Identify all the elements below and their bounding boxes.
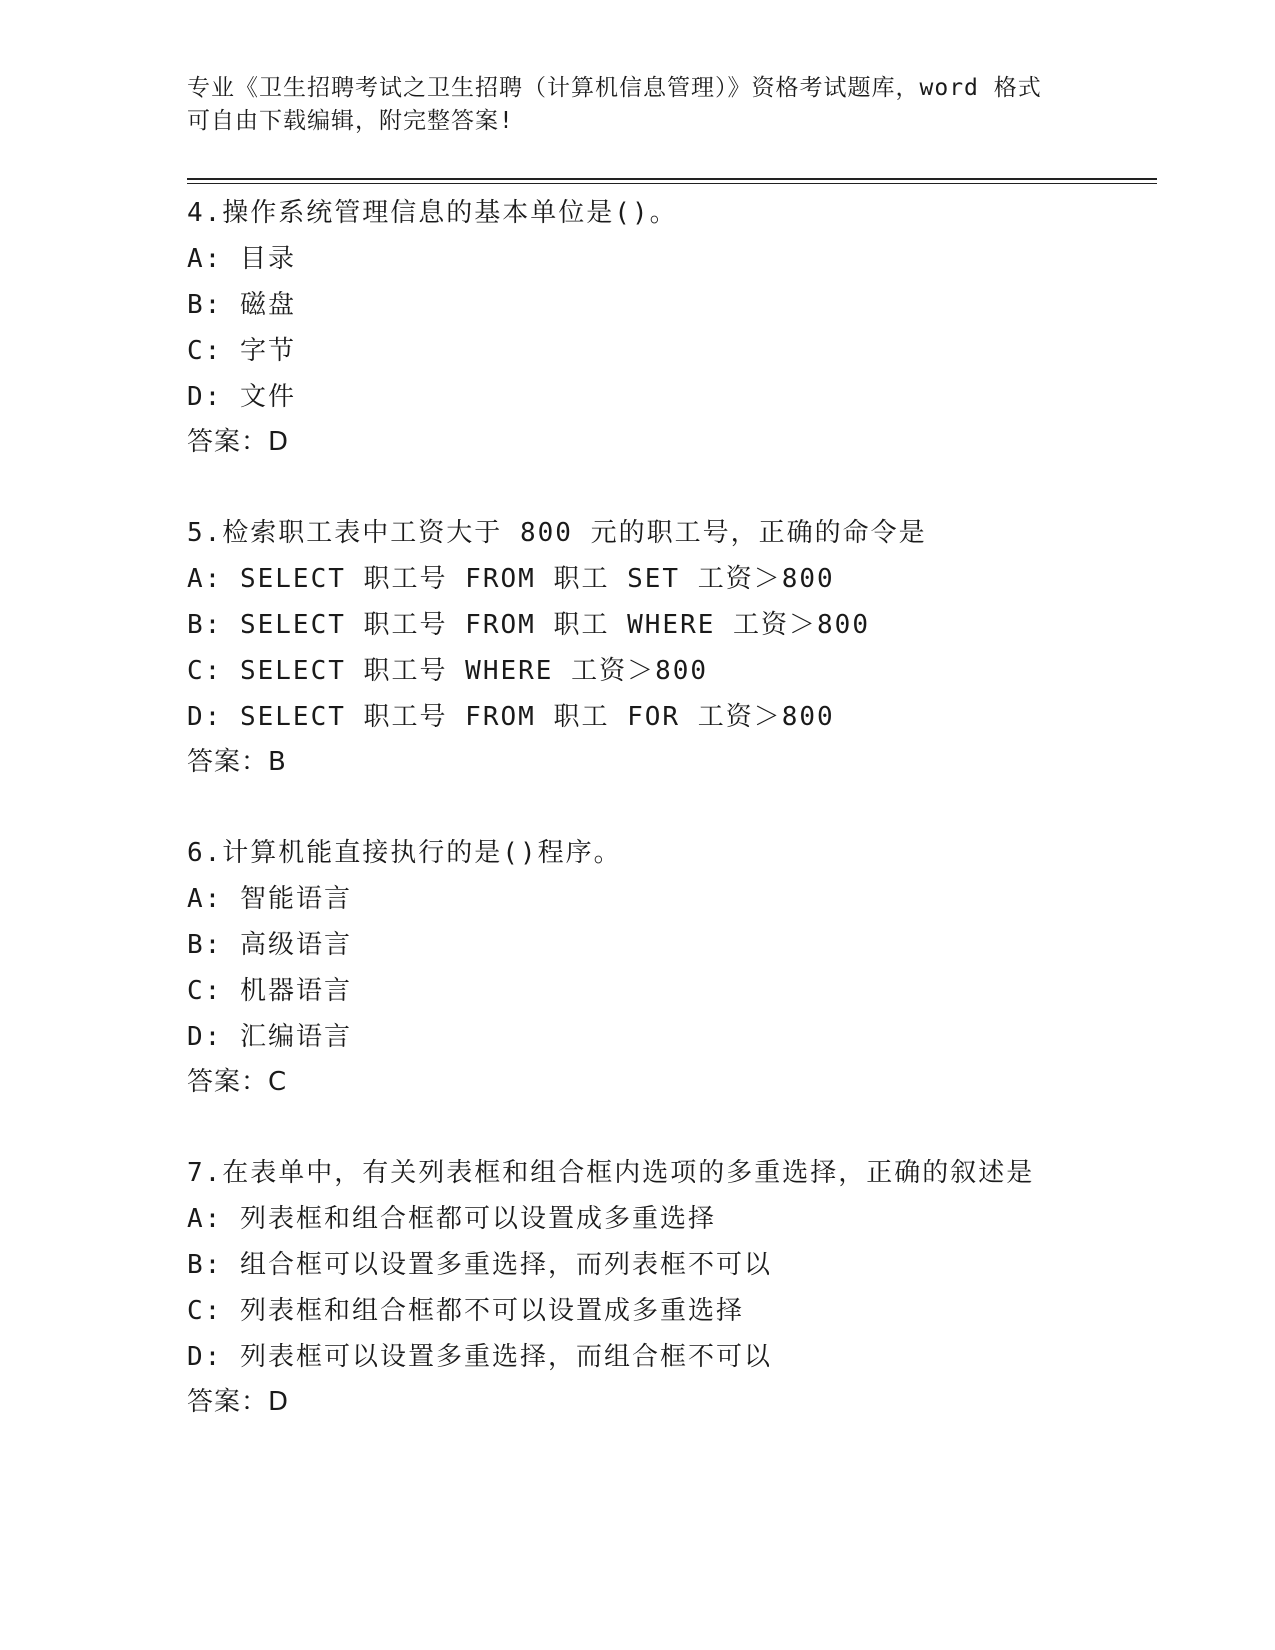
option-b: B: SELECT 职工号 FROM 职工 WHERE 工资＞800 [187,610,870,640]
answer-label: 答案：B [187,747,287,777]
question-stem: 4.操作系统管理信息的基本单位是()。 [187,198,678,228]
header-divider-thin [187,183,1157,184]
question-5 [187,510,1157,784]
option-d: D: 汇编语言 [187,1022,352,1052]
option-a: A: SELECT 职工号 FROM 职工 SET 工资＞800 [187,564,835,594]
option-d: D: SELECT 职工号 FROM 职工 FOR 工资＞800 [187,702,835,732]
question-stem: 5.检索职工表中工资大于 800 元的职工号，正确的命令是 [187,518,927,548]
option-b: B: 磁盘 [187,290,296,320]
question-stem: 7.在表单中，有关列表框和组合框内选项的多重选择，正确的叙述是 [187,1158,1035,1188]
option-b: B: 组合框可以设置多重选择，而列表框不可以 [187,1250,772,1280]
option-c: C: SELECT 职工号 WHERE 工资＞800 [187,656,709,686]
option-c: C: 字节 [187,336,296,366]
option-c: C: 机器语言 [187,976,352,1006]
option-a: A: 智能语言 [187,884,352,914]
header-divider-thick [187,178,1157,180]
question-list [187,190,1157,1470]
answer-label: 答案：D [187,1387,290,1417]
header-line-2: 可自由下载编辑，附完整答案! [187,108,514,134]
question-7 [187,1150,1157,1424]
answer-label: 答案：D [187,427,290,457]
question-stem: 6.计算机能直接执行的是()程序。 [187,838,622,868]
answer-label: 答案：C [187,1067,288,1097]
option-b: B: 高级语言 [187,930,352,960]
question-4 [187,190,1157,464]
question-6 [187,830,1157,1104]
option-c: C: 列表框和组合框都不可以设置成多重选择 [187,1296,744,1326]
option-a: A: 目录 [187,244,296,274]
header-line-1: 专业《卫生招聘考试之卫生招聘（计算机信息管理）》资格考试题库，word 格式 [187,75,1042,101]
option-d: D: 列表框可以设置多重选择，而组合框不可以 [187,1342,772,1372]
option-d: D: 文件 [187,382,296,412]
option-a: A: 列表框和组合框都可以设置成多重选择 [187,1204,716,1234]
document-header [187,72,1067,138]
